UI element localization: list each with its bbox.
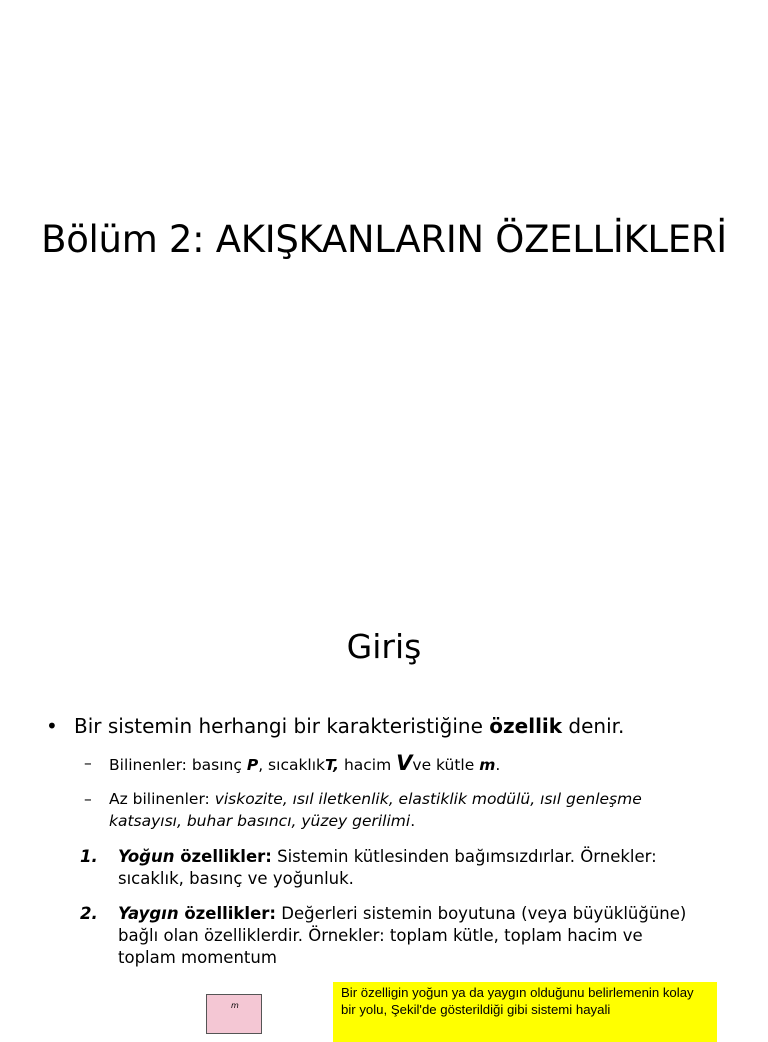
section-title: Giriş — [346, 627, 422, 666]
note-box: Bir özelligin yoğun ya da yaygın olduğunu belirlemenin kolay bir yolu, Şekil'de gösterildiği gibi sistemi hayali — [333, 982, 717, 1042]
system-figure — [206, 994, 262, 1034]
dash: – — [84, 790, 92, 808]
symbol-m: m — [479, 756, 496, 774]
sub-item-less-known — [84, 788, 709, 832]
bullet-dot: • — [46, 714, 58, 738]
known-hacim: hacim — [339, 756, 397, 774]
dash: – — [84, 754, 92, 772]
numbered-item-intensive — [80, 846, 698, 890]
known-sep-1: , sıcaklık — [258, 756, 326, 774]
numbered-item-extensive — [80, 903, 698, 969]
symbol-t: T, — [325, 756, 340, 774]
sub-item-known-text — [109, 752, 709, 776]
symbol-p: P — [246, 756, 259, 774]
bullet-text-end: denir. — [562, 714, 625, 738]
known-label: Bilinenler: basınç — [109, 756, 247, 774]
sub-item-known — [84, 752, 709, 776]
known-end: . — [495, 756, 501, 774]
term-bold: özellikler: — [174, 847, 272, 866]
less-known-list: viskozite, ısıl iletkenlik, elastiklik modülü, ısıl genleşme katsayısı, buhar basıncı, yüzey gerilimi — [109, 790, 642, 830]
figure-mass-label: m — [231, 1001, 239, 1010]
less-known-end: . — [410, 812, 416, 830]
sub-item-less-known-text — [109, 788, 709, 832]
numbered-item-intensive-text — [118, 846, 698, 890]
term-italic: Yaygın — [118, 904, 179, 923]
known-kutle: ve kütle — [412, 756, 480, 774]
item-description: Değerleri sistemin boyutuna (veya büyüklüğüne) bağlı olan özelliklerdir. Örnekler: toplam kütle, toplam hacim ve toplam momentum — [118, 904, 687, 967]
bullet-bold-term: özellik — [489, 714, 563, 738]
symbol-v: V — [396, 751, 413, 775]
less-known-label: Az bilinenler: — [109, 790, 215, 808]
item-number: 1. — [80, 847, 98, 866]
item-number: 2. — [80, 904, 98, 923]
item-description: Sistemin kütlesinden bağımsızdırlar. Örnekler: sıcaklık, basınç ve yoğunluk. — [118, 847, 657, 888]
bullet-property-definition — [46, 714, 624, 738]
slide-title: Bölüm 2: AKIŞKANLARIN ÖZELLİKLERİ — [41, 218, 727, 261]
numbered-item-extensive-text — [118, 903, 698, 969]
term-italic: Yoğun — [118, 847, 175, 866]
bullet-text: Bir sistemin herhangi bir karakteristiğine — [74, 714, 490, 738]
term-bold: özellikler: — [178, 904, 276, 923]
